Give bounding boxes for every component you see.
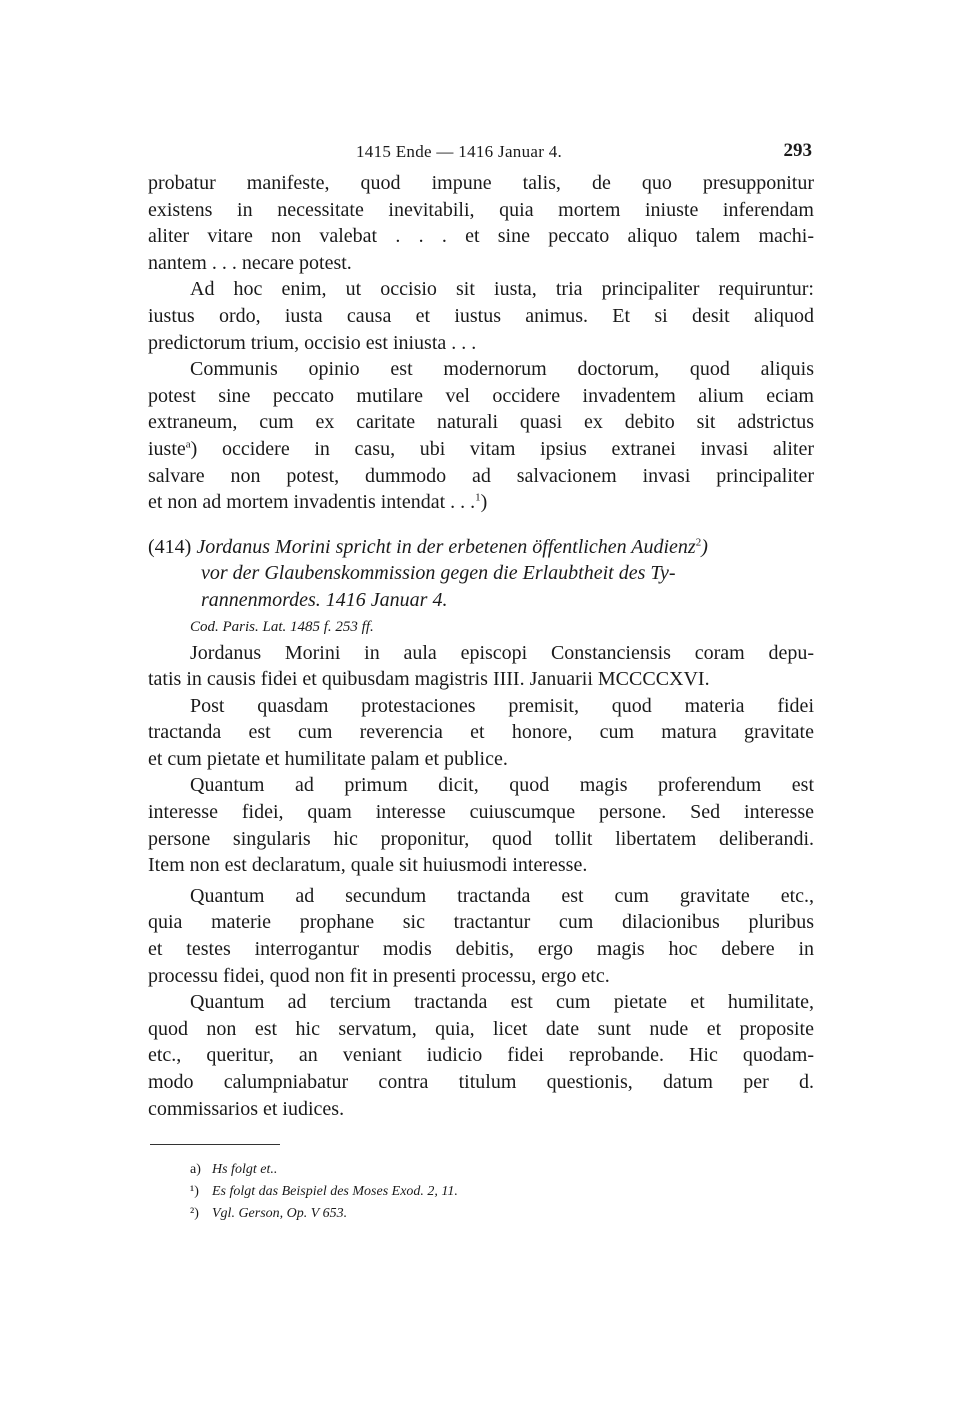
- text-line: persone singularis hic proponitur, quod tollit libertatem deliberandi.: [148, 827, 814, 850]
- text-line: modo calumpniabatur contra titulum questionis, datum per d.: [148, 1071, 814, 1093]
- text-line: nantem . . . necare potest.: [148, 251, 352, 274]
- paragraph-3: [148, 772, 814, 878]
- heading-text: vor der Glaubenskommission gegen die Erlaubtheit des Ty-: [201, 562, 676, 585]
- heading-line: [148, 560, 814, 587]
- source-citation: Cod. Paris. Lat. 1485 f. 253 ff.: [190, 618, 374, 635]
- footnote-ref: a: [185, 438, 191, 451]
- text-line: predictorum trium, occisio est iniusta . . .: [148, 331, 477, 354]
- text-line: tatis in causis fidei et quibusdam magistris IIII. Januarii MCCCCXVI.: [148, 668, 710, 691]
- text-line: salvare non potest, dummodo ad salvacionem invasi principaliter: [148, 464, 814, 487]
- text-line: etc., queritur, an veniant iudicio fidei reprobande. Hic quodam-: [148, 1044, 814, 1067]
- footnote-ref: 2: [695, 536, 702, 549]
- paragraph-5: [148, 989, 814, 1122]
- section-number: (414): [148, 535, 192, 558]
- text-line: extraneum, cum ex caritate naturali quasi ex debito sit adstrictus: [148, 411, 814, 434]
- text-line: [148, 489, 814, 516]
- heading-text: Jordanus Morini spricht in der erbetenen öffentlichen Audienz: [196, 535, 696, 558]
- text-line: interesse fidei, quam interesse cuiuscumque persone. Sed interesse: [148, 801, 814, 824]
- text-line: potest sine peccato mutilare vel occidere invadentem alium eciam: [148, 384, 814, 407]
- footnote: [148, 1203, 814, 1225]
- paragraph-1: [148, 640, 814, 693]
- text-line: Jordanus Morini in aula episcopi Constanciensis coram depu-: [190, 641, 814, 664]
- text-line: Quantum ad tercium tractanda est cum pietate et humilitate,: [190, 991, 814, 1014]
- text-line: Quantum ad primum dicit, quod magis proferendum est: [190, 774, 814, 797]
- footnotes: [148, 1159, 814, 1225]
- running-head: 1415 Ende — 1416 Januar 4.: [356, 142, 563, 161]
- text-line: quia materie prophane sic tractantur cum dilacionibus pluribus: [148, 911, 814, 934]
- text-block-1: [148, 170, 814, 276]
- text-line: Quantum ad secundum tractanda est cum gravitate etc.,: [190, 884, 814, 907]
- heading-line: [148, 587, 814, 614]
- text-line: et cum pietate et humilitate palam et publice.: [148, 747, 508, 770]
- footnote-mark: a): [190, 1162, 201, 1178]
- footnote-text: Vgl. Gerson, Op. V 653.: [212, 1206, 348, 1222]
- text-line: Post quasdam protestaciones premisit, quod materia fidei: [190, 694, 814, 717]
- text-line: Item non est declaratum, quale sit huiusmodi interesse.: [148, 854, 588, 877]
- text-line: aliter vitare non valebat . . . et sine peccato aliquo talem machi-: [148, 225, 814, 248]
- page-header: [148, 140, 814, 166]
- page-number: 293: [783, 140, 812, 161]
- paragraph-4: [148, 883, 814, 989]
- section-heading: [148, 534, 814, 640]
- footnote-text: Hs folgt et..: [212, 1162, 278, 1178]
- text-fragment: ) occidere in casu, ubi vitam ipsius extranei invasi aliter: [190, 437, 814, 460]
- text-line: Ad hoc enim, ut occisio sit iusta, tria principaliter requiruntur:: [190, 278, 814, 301]
- footnote: [148, 1181, 814, 1203]
- text-line: probatur manifeste, quod impune talis, de quo presupponitur: [148, 172, 814, 194]
- heading-line: [148, 534, 814, 561]
- footnote-mark: ²): [190, 1206, 199, 1222]
- text-line: Communis opinio est modernorum doctorum, quod aliquis: [190, 358, 814, 381]
- text-fragment: ): [480, 491, 488, 514]
- text-fragment: et non ad mortem invadentis intendat . . .: [148, 491, 476, 514]
- text-fragment: iuste: [148, 437, 186, 460]
- footnote-ref: 1: [475, 491, 481, 504]
- text-line: processu fidei, quod non fit in presenti processu, ergo etc.: [148, 964, 610, 987]
- document-page: [148, 140, 814, 1225]
- text-line: tractanda est cum reverencia et honore, cum matura gravitate: [148, 721, 814, 744]
- text-line: commissarios et iudices.: [148, 1097, 345, 1120]
- text-line: existens in necessitate inevitabili, quia mortem iniuste inferendam: [148, 198, 814, 221]
- footnote-mark: ¹): [190, 1184, 199, 1200]
- footnote-text: Es folgt das Beispiel des Moses Exod. 2, 11.: [212, 1184, 458, 1200]
- text-line: [148, 436, 814, 463]
- text-block-3: [148, 356, 814, 516]
- paragraph-2: [148, 693, 814, 773]
- text-line: iustus ordo, iusta causa et iustus animus. Et si desit aliquod: [148, 304, 814, 327]
- text-block-2: [148, 276, 814, 356]
- footnote-divider: [150, 1144, 280, 1145]
- heading-text: ): [701, 535, 708, 558]
- heading-text: rannenmordes. 1416 Januar 4.: [201, 588, 448, 611]
- text-line: quod non est hic servatum, quia, licet date sunt nude et proposite: [148, 1017, 814, 1040]
- text-line: et testes interrogantur modis debitis, ergo magis hoc debere in: [148, 938, 814, 961]
- footnote: [148, 1159, 814, 1181]
